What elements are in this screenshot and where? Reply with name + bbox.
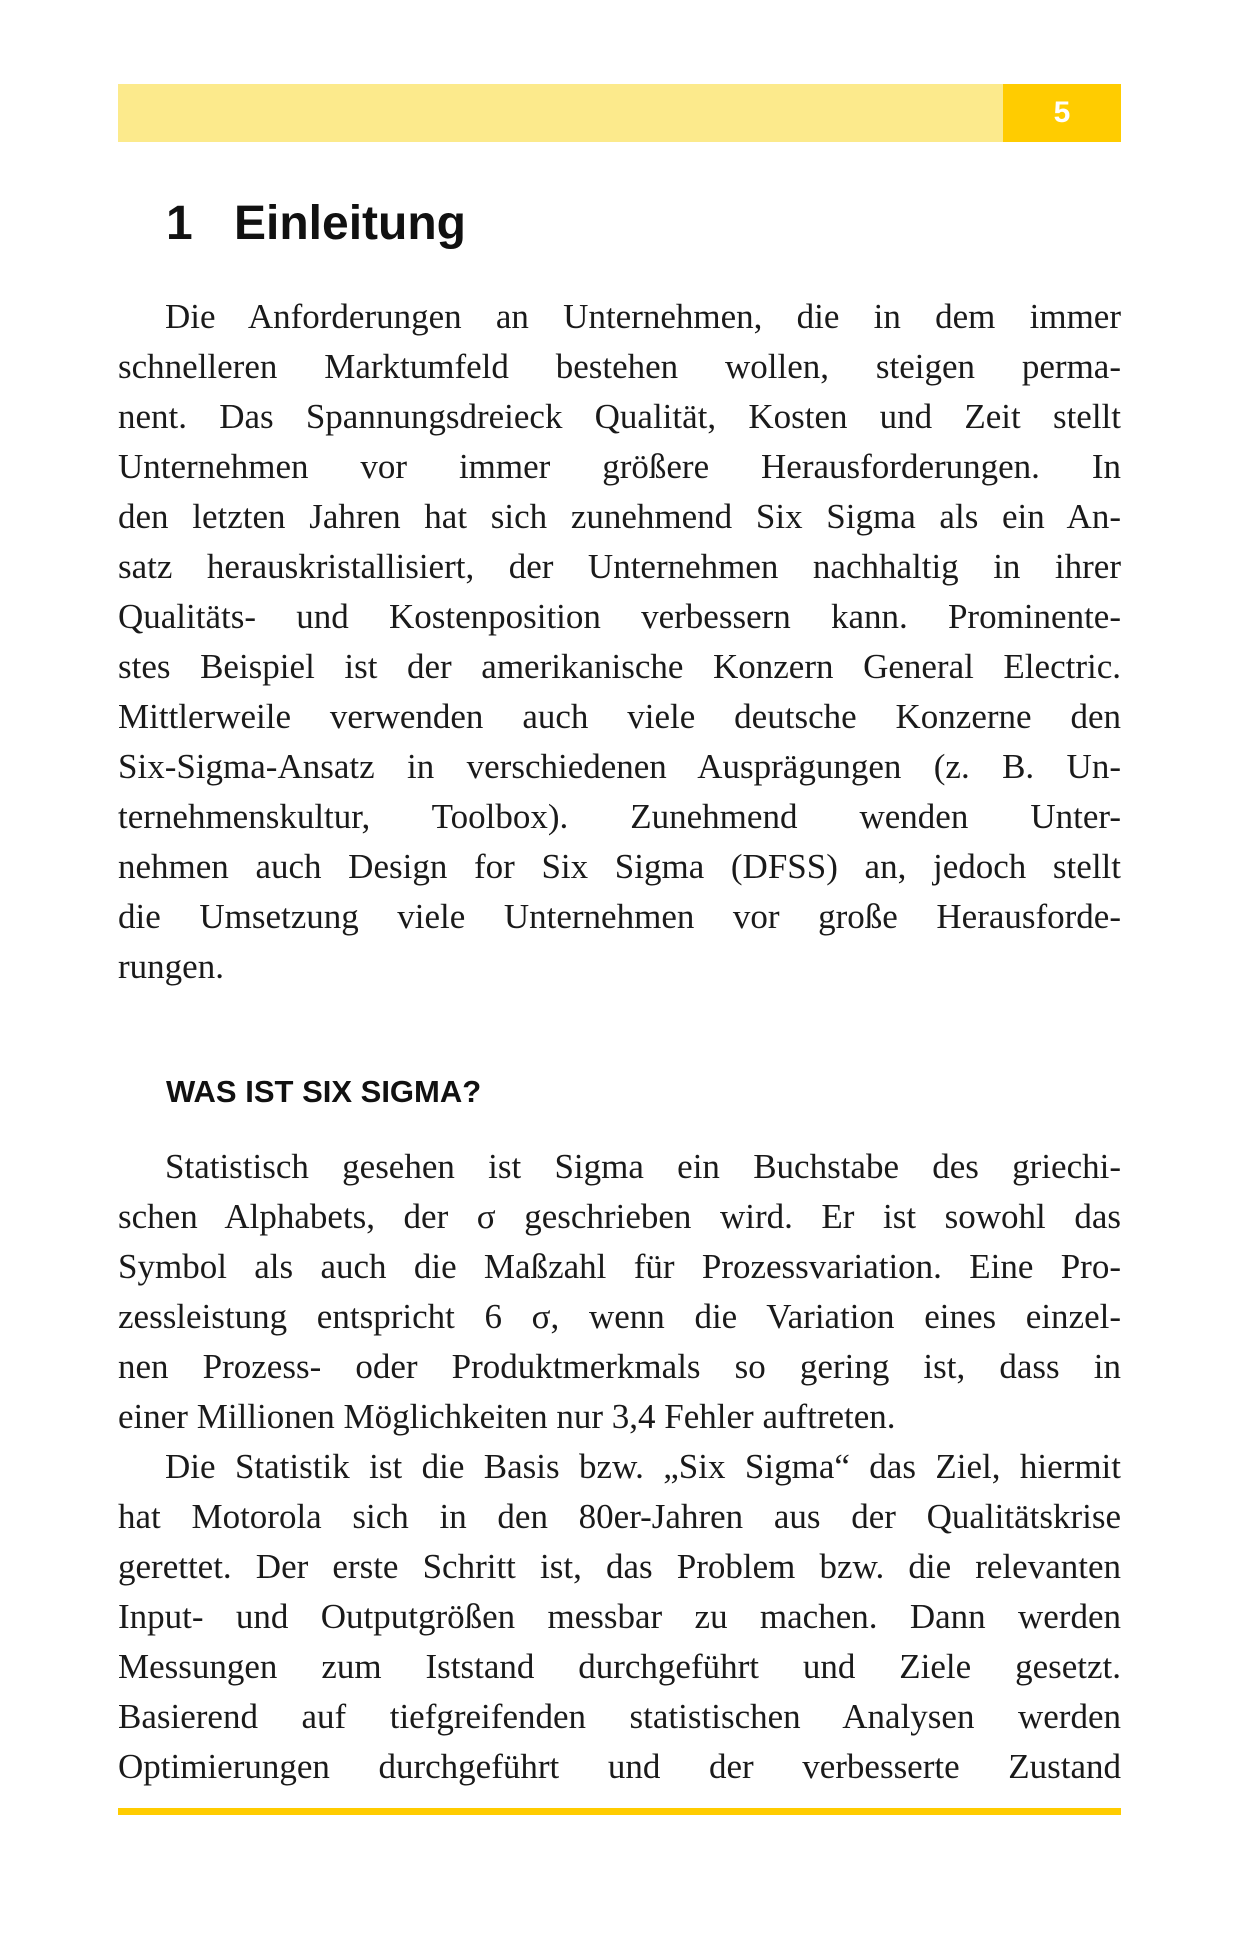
page-header-bar bbox=[118, 84, 1121, 142]
statistics-paragraph bbox=[118, 1442, 1121, 1792]
chapter-heading bbox=[166, 192, 466, 256]
text-line: die Umsetzung viele Unternehmen vor große Herausforde- bbox=[118, 897, 1121, 936]
text-line: stes Beispiel ist der amerikanische Konzern General Electric. bbox=[118, 647, 1121, 686]
text-line: Mittlerweile verwenden auch viele deutsche Konzerne den bbox=[118, 697, 1121, 736]
text-line: schen Alphabets, der σ geschrieben wird. Er ist sowohl das bbox=[118, 1197, 1121, 1236]
text-line: schnelleren Marktumfeld bestehen wollen, steigen perma- bbox=[118, 347, 1121, 386]
text-line: gerettet. Der erste Schritt ist, das Problem bzw. die relevanten bbox=[118, 1547, 1121, 1586]
text-line: rungen. bbox=[118, 947, 224, 986]
page-number-box bbox=[1003, 84, 1121, 142]
text-line: hat Motorola sich in den 80er-Jahren aus der Qualitätskrise bbox=[118, 1497, 1121, 1536]
text-line: Unternehmen vor immer größere Herausforderungen. In bbox=[118, 447, 1121, 486]
intro-paragraph bbox=[118, 292, 1121, 992]
text-line: Input- und Outputgrößen messbar zu machen. Dann werden bbox=[118, 1597, 1121, 1636]
text-line: Six-Sigma-Ansatz in verschiedenen Ausprägungen (z. B. Un- bbox=[118, 747, 1121, 786]
text-line: nehmen auch Design for Six Sigma (DFSS) an, jedoch stellt bbox=[118, 847, 1121, 886]
text-line: Die Anforderungen an Unternehmen, die in dem immer bbox=[165, 297, 1121, 336]
chapter-number: 1 bbox=[166, 197, 193, 250]
text-line: nent. Das Spannungsdreieck Qualität, Kosten und Zeit stellt bbox=[118, 397, 1121, 436]
text-line: ternehmenskultur, Toolbox). Zunehmend wenden Unter- bbox=[118, 797, 1121, 836]
sigma-definition-paragraph bbox=[118, 1142, 1121, 1442]
text-line: einer Millionen Möglichkeiten nur 3,4 Fehler auftreten. bbox=[118, 1397, 896, 1436]
text-line: Basierend auf tiefgreifenden statistischen Analysen werden bbox=[118, 1697, 1121, 1736]
text-line: Qualitäts- und Kostenposition verbessern kann. Prominente- bbox=[118, 597, 1121, 636]
footer-rule bbox=[118, 1808, 1121, 1815]
text-line: Symbol als auch die Maßzahl für Prozessvariation. Eine Pro- bbox=[118, 1247, 1121, 1286]
text-line: Die Statistik ist die Basis bzw. „Six Sigma“ das Ziel, hiermit bbox=[165, 1447, 1121, 1486]
text-line: Statistisch gesehen ist Sigma ein Buchstabe des griechi- bbox=[165, 1147, 1121, 1186]
text-line: den letzten Jahren hat sich zunehmend Six Sigma als ein An- bbox=[118, 497, 1121, 536]
section-heading: WAS IST SIX SIGMA? bbox=[166, 1074, 482, 1109]
text-line: nen Prozess- oder Produktmerkmals so gering ist, dass in bbox=[118, 1347, 1121, 1386]
page-number: 5 bbox=[1053, 96, 1071, 129]
chapter-title: Einleitung bbox=[234, 197, 466, 250]
text-line: Messungen zum Iststand durchgeführt und Ziele gesetzt. bbox=[118, 1647, 1121, 1686]
text-line: Optimierungen durchgeführt und der verbesserte Zustand bbox=[118, 1747, 1121, 1786]
text-line: satz herauskristallisiert, der Unternehmen nachhaltig in ihrer bbox=[118, 547, 1121, 586]
text-line: zessleistung entspricht 6 σ, wenn die Variation eines einzel- bbox=[118, 1297, 1121, 1336]
